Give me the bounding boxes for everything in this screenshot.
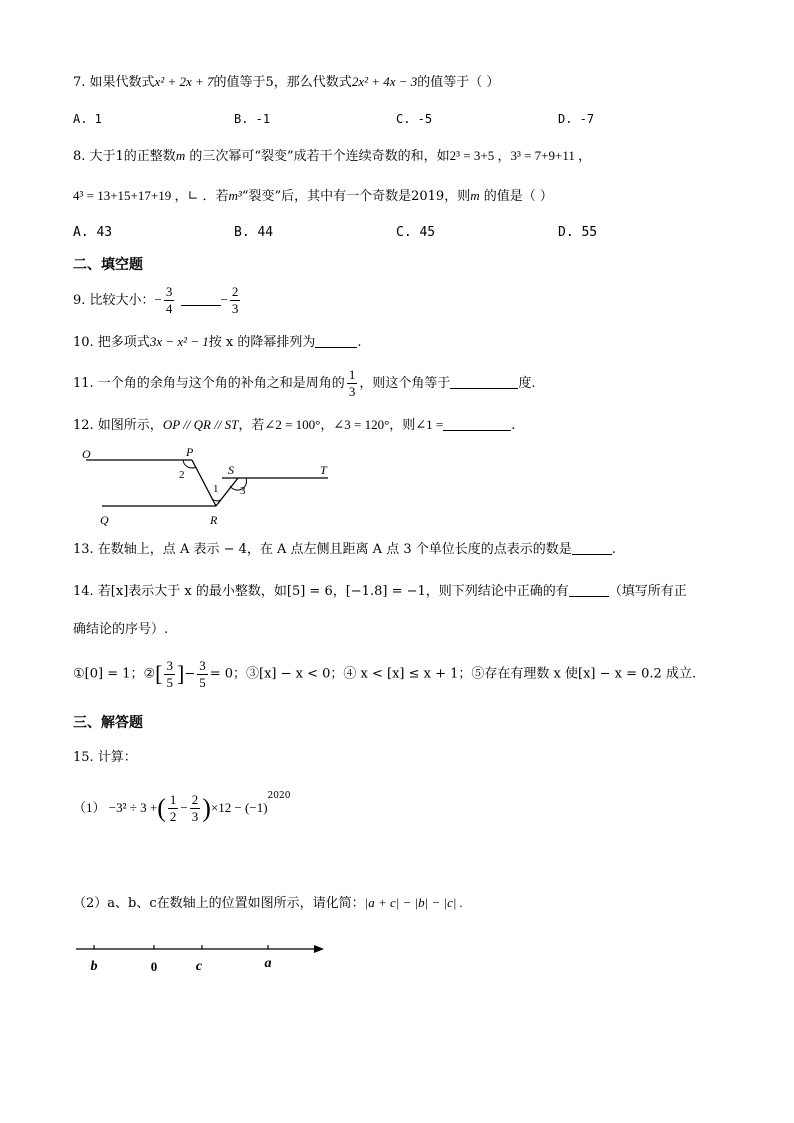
- q15-part2: [73, 893, 463, 914]
- q14-f2-den: 5: [199, 674, 206, 690]
- q15-p1-prefix: （1） −3² ÷ 3 +: [73, 800, 158, 815]
- fig12-label-t: T: [320, 463, 327, 477]
- q14-choices: [73, 655, 696, 694]
- q10-answer-blank[interactable]: [315, 333, 357, 348]
- q15-f1-num: 1: [169, 792, 177, 807]
- fig12-angle-2: 2: [179, 469, 185, 481]
- q8-m3: m³: [228, 188, 242, 203]
- q11-prefix: 11. 一个角的余角与这个角的补角之和是周角的: [73, 376, 345, 391]
- q14-choices-rest: = 0；③[x] − x < 0；④ x < [x] ≤ x + 1；⑤存在有理数 x 使[x] − x = 0.2 成立.: [209, 666, 697, 682]
- q8-prefix: 8. 大于1的正整数: [73, 149, 176, 164]
- q13: [73, 540, 616, 560]
- q14-choice1: ①[0] = 1；②: [73, 666, 156, 682]
- q9-f2-den: 3: [231, 301, 239, 316]
- q14-bracket-open: [: [155, 661, 163, 686]
- q14-f1-den: 5: [166, 674, 173, 690]
- q12-parallel: OP // QR // ST: [162, 417, 239, 432]
- q13-text: 13. 在数轴上，点 A 表示 − 4，在 A 点左侧且距离 A 点 3 个单位长度的点表示的数是: [73, 542, 572, 557]
- q9-fraction2: [230, 284, 241, 317]
- q14-fraction2: [197, 658, 208, 691]
- q11-num: 1: [348, 367, 356, 382]
- q8-option-d[interactable]: D. 55: [558, 225, 598, 240]
- q9-answer-blank[interactable]: [181, 291, 221, 306]
- q7-suffix: 的值等于（ ）: [417, 75, 500, 90]
- q15-p2-text: （2）a、b、c在数轴上的位置如图所示，请化简：: [73, 896, 365, 911]
- q8-end: 的值是（ ）: [479, 189, 553, 204]
- section-solve-title: 三、解答题: [73, 715, 143, 731]
- q15-paren-close: ): [202, 793, 211, 823]
- q15-minus: −: [180, 800, 188, 815]
- q15-paren-open: (: [157, 793, 166, 823]
- q7-prefix: 7. 如果代数式: [73, 75, 155, 90]
- q9-sign1: −: [154, 292, 162, 307]
- q8-mid: 的三次幂可“裂变”成若干个连续奇数的和，如: [185, 149, 450, 164]
- q8-option-b[interactable]: B. 44: [234, 225, 274, 240]
- q11-answer-blank[interactable]: [450, 374, 518, 389]
- q15-fraction2: [190, 792, 201, 825]
- q11-end: 度.: [518, 376, 536, 391]
- q15-fraction1: [168, 792, 179, 825]
- q7-option-a[interactable]: A. 1: [73, 112, 102, 126]
- q8-rest: “裂变”后，其中有一个奇数是2019，则: [241, 189, 471, 204]
- q9-f1-den: 4: [165, 301, 173, 316]
- q14-bracket-close: ]: [176, 661, 185, 686]
- q15-f2-den: 3: [191, 809, 199, 824]
- q11: [73, 366, 535, 402]
- q11-den: 3: [348, 384, 356, 399]
- q9-sign2: −: [220, 292, 228, 307]
- q14-minus: −: [184, 666, 196, 682]
- q14-answer-blank[interactable]: [569, 582, 609, 597]
- q10-expr: 3x − x² − 1: [149, 334, 209, 349]
- axis-label-b: b: [90, 959, 98, 974]
- q8-eq1: 2³ = 3+5 ，3³ = 7+9+11 ，: [449, 148, 592, 163]
- q7-option-b[interactable]: B. -1: [234, 112, 271, 126]
- axis-label-a: a: [264, 956, 272, 971]
- q12-end: .: [511, 418, 516, 433]
- q14-line1: [73, 582, 687, 602]
- q13-answer-blank[interactable]: [572, 540, 612, 555]
- fig12-label-s: S: [228, 463, 234, 477]
- q14-fraction1: [164, 658, 175, 691]
- q12-condition: ，若∠2 = 100°，∠3 = 120°，则∠1 =: [238, 417, 444, 432]
- fig12-label-q: Q: [100, 513, 109, 527]
- q12-answer-blank[interactable]: [443, 416, 511, 431]
- q7-stem: [73, 72, 499, 93]
- q12-prefix: 12. 如图所示，: [73, 418, 163, 433]
- q15-part1: [73, 786, 290, 831]
- q8-m2: m: [470, 188, 480, 203]
- fig12-label-p: P: [186, 445, 194, 459]
- q12: [73, 415, 515, 436]
- q8-m: m: [175, 148, 186, 163]
- axis-label-c: c: [195, 959, 203, 974]
- q9-f2-num: 2: [231, 284, 239, 299]
- q15-p2-expr: |a + c| − |b| − |c| .: [364, 895, 463, 910]
- q15-p1-rest: ×12 − (−1): [210, 800, 268, 815]
- q7-mid: 的值等于5，那么代数式: [213, 75, 352, 90]
- axis-label-0: 0: [150, 959, 158, 974]
- q7-option-c[interactable]: C. -5: [396, 112, 433, 126]
- q14-f2-num: 3: [199, 657, 206, 673]
- fig12-angle-1: 1: [213, 483, 219, 495]
- q10-prefix: 10. 把多项式: [73, 335, 150, 350]
- fig12-angle-3: 3: [240, 485, 246, 497]
- q7-expr2: 2x² + 4x − 3: [351, 74, 418, 89]
- q10-end: .: [357, 335, 362, 350]
- number-line-figure: [72, 936, 332, 976]
- q14-line2: 确结论的序号）.: [73, 622, 169, 637]
- q8-eq2: 4³ = 13+15+17+19 ，: [73, 188, 188, 203]
- q9: [73, 282, 242, 319]
- q14-stem: 14. 若[x]表示大于 x 的最小整数，如[5] = 6，[−1.8] = −1，则下列结论中正确的有: [73, 584, 569, 599]
- fig12-label-o: O: [82, 447, 91, 461]
- q8-line1: [73, 146, 591, 167]
- section-fill-in-title: 二、填空题: [73, 257, 143, 273]
- q8-option-c[interactable]: C. 45: [396, 225, 436, 240]
- q8-option-a[interactable]: A. 43: [73, 225, 113, 240]
- q11-rest: ，则这个角等于: [359, 376, 451, 391]
- q10-rest: 按 x 的降幂排列为: [208, 335, 316, 350]
- q14-f1-num: 3: [166, 657, 173, 673]
- q7-option-d[interactable]: D. -7: [558, 112, 595, 126]
- q7-expr1: x² + 2x + 7: [154, 74, 214, 89]
- q15-title: 15. 计算：: [73, 750, 137, 765]
- q13-end: .: [611, 542, 616, 557]
- q9-fraction1: [164, 284, 175, 317]
- q15-f1-den: 2: [169, 809, 177, 824]
- q14-line1-end: （填写所有正: [608, 584, 687, 599]
- q8-line2: [73, 186, 553, 207]
- q12-figure: [80, 444, 340, 530]
- q15-exponent: 2020: [267, 791, 291, 801]
- q15-f2-num: 2: [191, 792, 199, 807]
- q9-f1-num: 3: [165, 284, 173, 299]
- q10: [73, 332, 362, 353]
- fig12-label-r: R: [210, 513, 218, 527]
- q11-fraction: [347, 367, 358, 400]
- q9-prefix: 9. 比较大小：: [73, 293, 155, 308]
- q8-dots: ∟ ．若: [187, 189, 229, 204]
